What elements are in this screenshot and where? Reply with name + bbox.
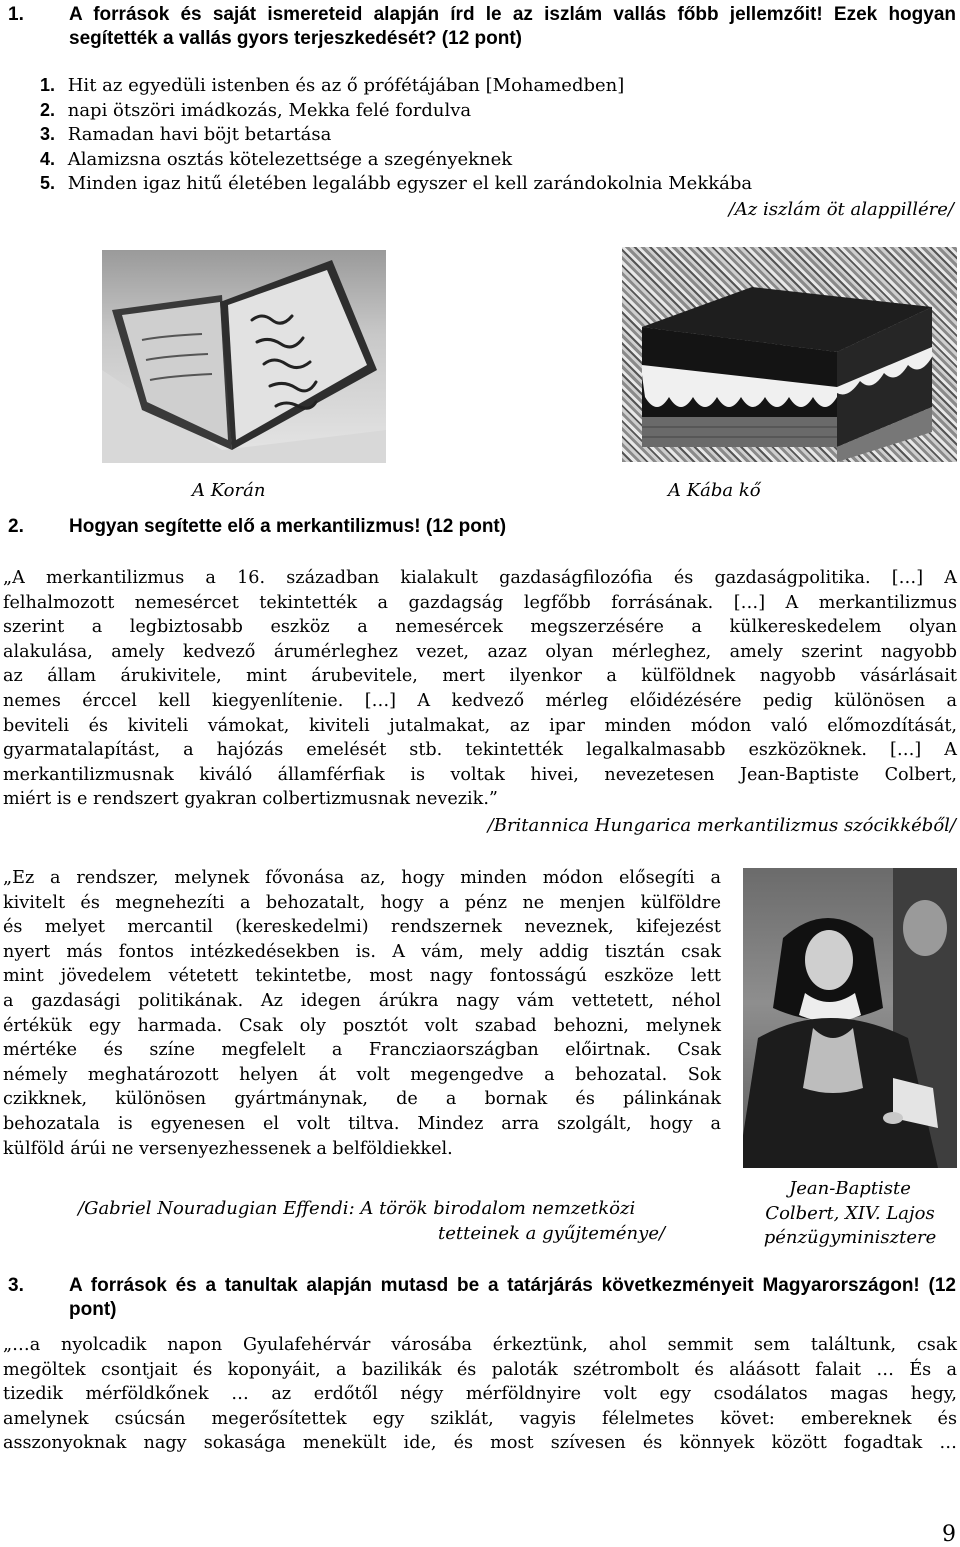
question-1-heading <box>8 3 956 53</box>
colbert-portrait <box>743 868 957 1168</box>
question-number: 3. <box>8 1275 24 1296</box>
question-number: 2. <box>8 516 24 537</box>
source-citation: /Az iszlám öt alappillére/ <box>728 199 954 220</box>
list-item: 2. napi ötszöri imádkozás, Mekka felé fordulva <box>40 99 472 121</box>
list-item: 1. Hit az egyedüli istenben és az ő prófétájában [Mohamedben] <box>40 75 625 96</box>
britannica-quote: „A merkantilizmus a 16. században kialakult gazdaságfilozófia és gazdaságpolitika. […] A felhalmozott nemesércet tekintették a gazdagság legfőbb forrásának. […] A merkantilizmus szerint a legbiztosabb eszköz a nemesércek megszerzésére a külkereskedelem olyan alakulása, amely kedvező árumérleghez vezet, azaz olyan mérleghez, amely szerint nagyobb az állam árukivitele, mint árubevitele, mert ilyenkor a külföldnek nagyobb vásárlásait nemes érccel kell kiegyenlítenie. […] A kedvező mérleg előidézésére pedig különösen a beviteli és kiviteli vámokat, kiviteli jutalmakat, az ipar minden módon való előmozdítását, gyarmatalapítást, a hajózás emelését stb. tekintették legalkalmasabb eszközöknek. […] A merkantilizmusnak kiváló államférfiak is voltak hivei, nevezetesen Jean-Baptiste Colbert, miért is e rendszert gyakran colbertizmusnak nevezik.” <box>3 568 957 810</box>
question-text: A források és saját ismereteid alapján írd le az iszlám vallás főbb jellemzőit! Ezek hogyan segítették a vallás gyors terjeszkedését? (12 pont) <box>69 4 956 49</box>
list-item: 5. Minden igaz hitű életében legalább egyszer el kell zarándokolnia Mekkába <box>40 173 753 195</box>
britannica-source: /Britannica Hungarica merkantilizmus szócikkéből/ <box>487 815 956 836</box>
tatar-quote: „…a nyolcadik napon Gyulafehérvár városába érkeztünk, ahol semmit sem találtunk, csak megöltek csontjait és koponyáit, a bazilikák és paloták szétrombolt és aláásott falait … És a tizedik mérföldkőnek … az erdőtől négy mérföldnyire volt egy csodálatos magas hegy, amelynek csúcsán megerősítettek egy sziklát, vagyis félelmetes követ: embereknek és asszonyoknak nagy sokasága menekült ide, és most szívesen és könnyek között fogadtak … <box>3 1335 957 1454</box>
kaaba-caption: A Kába kő <box>668 480 761 501</box>
islam-pillars-list <box>40 73 940 196</box>
list-item: 3. Ramadan havi böjt betartása <box>40 124 332 146</box>
effendi-quote: „Ez a rendszer, melynek fővonása az, hogy minden módon elősegíti a kivitelt és megnehezíti a behozatalt, hogy a pénz ne menjen külföldre és melyet mercantil (kereskedelmi) rendszernek neveznek, kifejezést nyert más fontos intézkedésekben is. A vám, mely addig tisztán csak mint jövedelem vétetett tekintetbe, most nagy fontosságú eszköze lett a gazdasági politikának. Az idegen árúkra nagy vám vettetett, néhol értékük egy harmada. Csak oly posztót volt szabad behozni, melynek mértéke és színe megfelelt a Francziaországban előirtnak. Csak némely meghatározott helyen át volt megengedve a behozatal. Sok czikknek, különösen gyártmánynak, de a bornak és pálinkának behozatala is egyenesen el volt tiltva. Mindez arra szolgált, hogy a külföld árúi ne versenyezhessenek a belföldiekkel. <box>3 868 721 1159</box>
question-2-heading <box>8 515 956 541</box>
koran-caption: A Korán <box>192 480 266 501</box>
question-number: 1. <box>8 4 24 25</box>
koran-image <box>102 250 386 463</box>
kaaba-image <box>622 247 957 462</box>
question-text: Hogyan segítette elő a merkantilizmus! (12 pont) <box>69 516 507 537</box>
portrait-caption: Jean-Baptiste Colbert, XIV. Lajos pénzügyminisztere <box>763 1178 937 1248</box>
question-text: A források és a tanultak alapján mutasd be a tatárjárás következményeit Magyarországon! (12 pont) <box>69 1275 956 1320</box>
list-item: 4. Alamizsna osztás kötelezettsége a szegényeknek <box>40 148 513 170</box>
effendi-source-line1: /Gabriel Nouradugian Effendi: A török birodalom nemzetközi <box>78 1198 636 1219</box>
question-3-heading <box>8 1274 956 1324</box>
page-number: 9 <box>942 1522 956 1547</box>
effendi-source-line2: tetteinek a gyűjteménye/ <box>438 1223 666 1244</box>
